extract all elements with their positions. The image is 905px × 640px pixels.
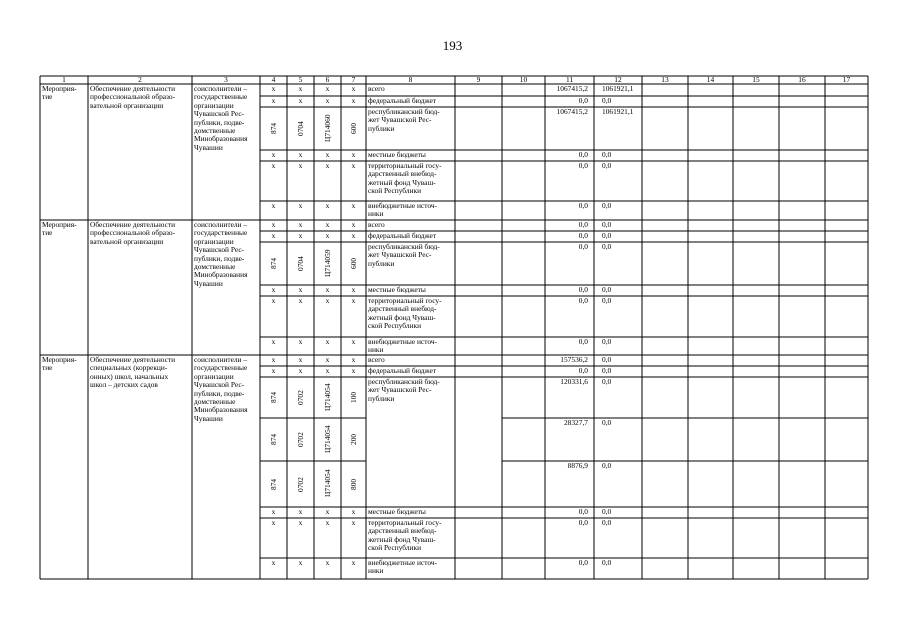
event-name-label: профессиональной образо-	[90, 92, 176, 102]
code-x: x	[351, 150, 356, 159]
executor-label: соисполнители –	[194, 220, 248, 229]
page-number: 193	[442, 38, 463, 53]
code-x: x	[298, 285, 303, 294]
executor-label: Минобразования	[194, 270, 248, 280]
value-col12: 0,0	[602, 296, 612, 305]
column-header: 5	[298, 75, 303, 84]
budget-source-label: местные бюджеты	[368, 150, 426, 159]
value-col12: 0,0	[602, 558, 612, 567]
code-x: x	[271, 366, 276, 375]
value-col11: 8876,9	[567, 461, 588, 470]
code-x: x	[351, 220, 356, 229]
code-x: x	[298, 201, 303, 210]
budget-code: 0702	[295, 390, 305, 406]
code-x: x	[325, 84, 330, 93]
budget-source-label: территориальный госу-	[368, 296, 442, 305]
code-x: x	[298, 558, 303, 567]
code-x: x	[298, 518, 303, 527]
budget-source-label: публики	[368, 258, 395, 268]
code-x: x	[271, 296, 276, 305]
column-header: 10	[519, 75, 528, 84]
executor-label: домственные	[194, 397, 236, 406]
code-x: x	[351, 296, 356, 305]
executor-label: соисполнители –	[194, 355, 248, 364]
budget-source-label: ники	[368, 209, 384, 219]
executor-label: домственные	[194, 262, 236, 271]
code-x: x	[271, 96, 276, 105]
executor-label: публики, подве-	[194, 117, 245, 127]
budget-code: 800	[348, 478, 358, 490]
column-header: 6	[325, 75, 330, 84]
code-x: x	[325, 507, 330, 516]
event-type-label: тие	[42, 228, 53, 238]
value-col12: 0,0	[602, 285, 612, 294]
value-col11: 28327,7	[563, 418, 588, 427]
code-x: x	[325, 201, 330, 210]
code-x: x	[325, 296, 330, 305]
column-header: 15	[752, 75, 760, 84]
code-x: x	[271, 285, 276, 294]
value-col12: 0,0	[602, 366, 612, 375]
code-x: x	[298, 161, 303, 170]
value-col12: 0,0	[602, 418, 612, 427]
value-col11: 0,0	[578, 96, 588, 105]
code-x: x	[351, 337, 356, 346]
value-col12: 1061921,1	[602, 84, 634, 93]
executor-label: государственные	[194, 363, 248, 373]
code-x: x	[298, 355, 303, 364]
executor-label: Чувашии	[194, 278, 223, 288]
code-x: x	[325, 150, 330, 159]
value-col11: 1067415,2	[556, 84, 588, 93]
budget-code: 0702	[295, 476, 305, 492]
budget-source-label: дарственный внебюд-	[368, 169, 437, 179]
event-name-label: школ – детских садов	[90, 380, 158, 390]
column-header: 11	[565, 75, 574, 84]
budget-code: Ц714054	[322, 383, 332, 411]
value-col12: 0,0	[602, 220, 612, 229]
budget-source-label: внебюджетные источ-	[368, 201, 438, 210]
executor-label: публики, подве-	[194, 253, 245, 263]
code-x: x	[271, 231, 276, 240]
budget-source-label: республиканский бюд-	[368, 242, 440, 251]
code-x: x	[325, 285, 330, 294]
value-col11: 0,0	[578, 558, 588, 567]
event-type-label: Мероприя-	[42, 220, 77, 229]
code-x: x	[298, 296, 303, 305]
executor-label: Чувашии	[194, 142, 223, 152]
budget-source-label: жетный фонд Чуваш-	[368, 534, 436, 544]
value-col12: 0,0	[602, 518, 612, 527]
executor-label: Чувашии	[194, 413, 223, 423]
value-col12: 0,0	[602, 150, 612, 159]
budget-code: 600	[348, 123, 358, 135]
budget-code: Ц714054	[322, 425, 332, 453]
value-col11: 0,0	[578, 220, 588, 229]
code-x: x	[325, 96, 330, 105]
event-name-label: онных) школ, начальных	[90, 371, 169, 381]
code-x: x	[351, 355, 356, 364]
code-x: x	[325, 366, 330, 375]
executor-label: государственные	[194, 92, 248, 102]
value-col12: 0,0	[602, 201, 612, 210]
value-col12: 0,0	[602, 242, 612, 251]
budget-source-label: территориальный госу-	[368, 518, 442, 527]
event-name-label: профессиональной образо-	[90, 228, 176, 238]
column-header: 7	[351, 75, 356, 84]
code-x: x	[298, 366, 303, 375]
code-x: x	[271, 558, 276, 567]
executor-label: соисполнители –	[194, 84, 248, 93]
budget-code: 0704	[295, 256, 305, 272]
executor-label: публики, подве-	[194, 388, 245, 398]
event-type-label: Мероприя-	[42, 84, 77, 93]
budget-code: 0704	[295, 121, 305, 137]
event-name-label: специальных (коррекци-	[90, 363, 168, 373]
budget-source-label: жет Чувашской Рес-	[368, 250, 432, 260]
code-x: x	[351, 84, 356, 93]
event-name-label: Обеспечение деятельности	[90, 220, 176, 229]
code-x: x	[351, 231, 356, 240]
executor-label: Чувашской Рес-	[194, 245, 245, 255]
budget-source-label: жетный фонд Чуваш-	[368, 312, 436, 322]
column-header: 13	[661, 75, 669, 84]
code-x: x	[271, 84, 276, 93]
value-col11: 0,0	[578, 150, 588, 159]
budget-source-label: местные бюджеты	[368, 285, 426, 294]
column-header: 1	[62, 75, 66, 84]
code-x: x	[298, 337, 303, 346]
executor-label: Минобразования	[194, 134, 248, 144]
code-x: x	[271, 518, 276, 527]
value-col11: 157536,2	[560, 355, 588, 364]
value-col12: 0,0	[602, 161, 612, 170]
budget-source-label: ники	[368, 345, 384, 355]
budget-source-label: всего	[368, 220, 385, 229]
value-col12: 0,0	[602, 355, 612, 364]
executor-label: организации	[194, 371, 234, 381]
code-x: x	[298, 231, 303, 240]
budget-code: 874	[268, 123, 278, 135]
code-x: x	[351, 285, 356, 294]
code-x: x	[325, 558, 330, 567]
code-x: x	[298, 84, 303, 93]
budget-source-label: жетный фонд Чуваш-	[368, 177, 436, 187]
code-x: x	[298, 507, 303, 516]
executor-label: организации	[194, 100, 234, 110]
value-col11: 0,0	[578, 337, 588, 346]
value-col11: 0,0	[578, 201, 588, 210]
executor-label: Чувашской Рес-	[194, 109, 245, 119]
column-header: 4	[271, 75, 276, 84]
budget-source-label: жет Чувашской Рес-	[368, 115, 432, 125]
code-x: x	[351, 558, 356, 567]
code-x: x	[351, 161, 356, 170]
budget-source-label: публики	[368, 393, 395, 403]
code-x: x	[325, 220, 330, 229]
budget-source-label: республиканский бюд-	[368, 107, 440, 116]
budget-code: 874	[268, 258, 278, 270]
budget-source-label: федеральный бюджет	[368, 231, 437, 240]
code-x: x	[271, 150, 276, 159]
column-header: 12	[614, 75, 622, 84]
budget-source-label: всего	[368, 84, 385, 93]
budget-source-label: дарственный внебюд-	[368, 526, 437, 536]
code-x: x	[271, 220, 276, 229]
column-header: 8	[408, 75, 413, 84]
value-col12: 0,0	[602, 461, 612, 470]
executor-label: государственные	[194, 228, 248, 238]
event-name-label: Обеспечение деятельности	[90, 355, 176, 364]
budget-source-label: ской Республики	[368, 186, 422, 196]
value-col12: 1061921,1	[602, 107, 634, 116]
code-x: x	[351, 507, 356, 516]
budget-code: 100	[348, 392, 358, 404]
budget-source-label: федеральный бюджет	[368, 366, 437, 375]
value-col11: 120331,6	[560, 377, 588, 386]
budget-source-label: территориальный госу-	[368, 161, 442, 170]
budget-code: 874	[268, 434, 278, 446]
value-col12: 0,0	[602, 337, 612, 346]
value-col11: 0,0	[578, 296, 588, 305]
executor-label: Чувашской Рес-	[194, 380, 245, 390]
budget-source-label: федеральный бюджет	[368, 96, 437, 105]
budget-source-label: внебюджетные источ-	[368, 558, 438, 567]
value-col12: 0,0	[602, 96, 612, 105]
value-col12: 0,0	[602, 377, 612, 386]
code-x: x	[325, 337, 330, 346]
value-col11: 0,0	[578, 285, 588, 294]
budget-code: 0702	[295, 432, 305, 448]
budget-source-label: всего	[368, 355, 385, 364]
executor-label: домственные	[194, 126, 236, 135]
value-col11: 0,0	[578, 507, 588, 516]
budget-source-label: ской Республики	[368, 321, 422, 331]
executor-label: Минобразования	[194, 405, 248, 415]
value-col11: 0,0	[578, 366, 588, 375]
budget-source-label: жет Чувашской Рес-	[368, 385, 432, 395]
code-x: x	[351, 518, 356, 527]
value-col12: 0,0	[602, 507, 612, 516]
value-col11: 0,0	[578, 242, 588, 251]
budget-code: Ц714054	[322, 469, 332, 498]
event-name-label: Обеспечение деятельности	[90, 84, 176, 93]
budget-code: 600	[348, 258, 358, 270]
code-x: x	[325, 518, 330, 527]
budget-code: 200	[348, 434, 358, 446]
code-x: x	[351, 201, 356, 210]
code-x: x	[298, 150, 303, 159]
code-x: x	[271, 201, 276, 210]
code-x: x	[271, 355, 276, 364]
event-name-label: вательной организации	[90, 100, 164, 110]
column-header: 14	[706, 75, 715, 84]
budget-source-label: ники	[368, 566, 384, 576]
budget-source-label: внебюджетные источ-	[368, 337, 438, 346]
budget-source-label: дарственный внебюд-	[368, 304, 437, 314]
budget-code: Ц714060	[322, 114, 332, 142]
code-x: x	[325, 355, 330, 364]
code-x: x	[351, 96, 356, 105]
budget-source-label: ской Республики	[368, 543, 422, 553]
value-col11: 0,0	[578, 518, 588, 527]
code-x: x	[271, 337, 276, 346]
code-x: x	[298, 220, 303, 229]
column-header: 16	[798, 75, 806, 84]
value-col11: 0,0	[578, 231, 588, 240]
code-x: x	[271, 507, 276, 516]
budget-code: 874	[268, 392, 278, 404]
value-col11: 1067415,2	[556, 107, 588, 116]
code-x: x	[298, 96, 303, 105]
code-x: x	[271, 161, 276, 170]
code-x: x	[351, 366, 356, 375]
event-type-label: тие	[42, 363, 53, 373]
value-col11: 0,0	[578, 161, 588, 170]
budget-source-label: республиканский бюд-	[368, 377, 440, 386]
event-type-label: Мероприя-	[42, 355, 77, 364]
column-header: 2	[138, 75, 142, 84]
budget-code: Ц714059	[322, 249, 332, 277]
executor-label: организации	[194, 236, 234, 246]
column-header: 9	[476, 75, 481, 84]
value-col12: 0,0	[602, 231, 612, 240]
budget-source-label: местные бюджеты	[368, 507, 426, 516]
event-name-label: вательной организации	[90, 236, 164, 246]
column-header: 3	[224, 75, 228, 84]
event-type-label: тие	[42, 92, 53, 102]
code-x: x	[325, 161, 330, 170]
budget-source-label: публики	[368, 123, 395, 133]
budget-code: 874	[268, 478, 278, 490]
code-x: x	[325, 231, 330, 240]
column-header: 17	[842, 75, 851, 84]
